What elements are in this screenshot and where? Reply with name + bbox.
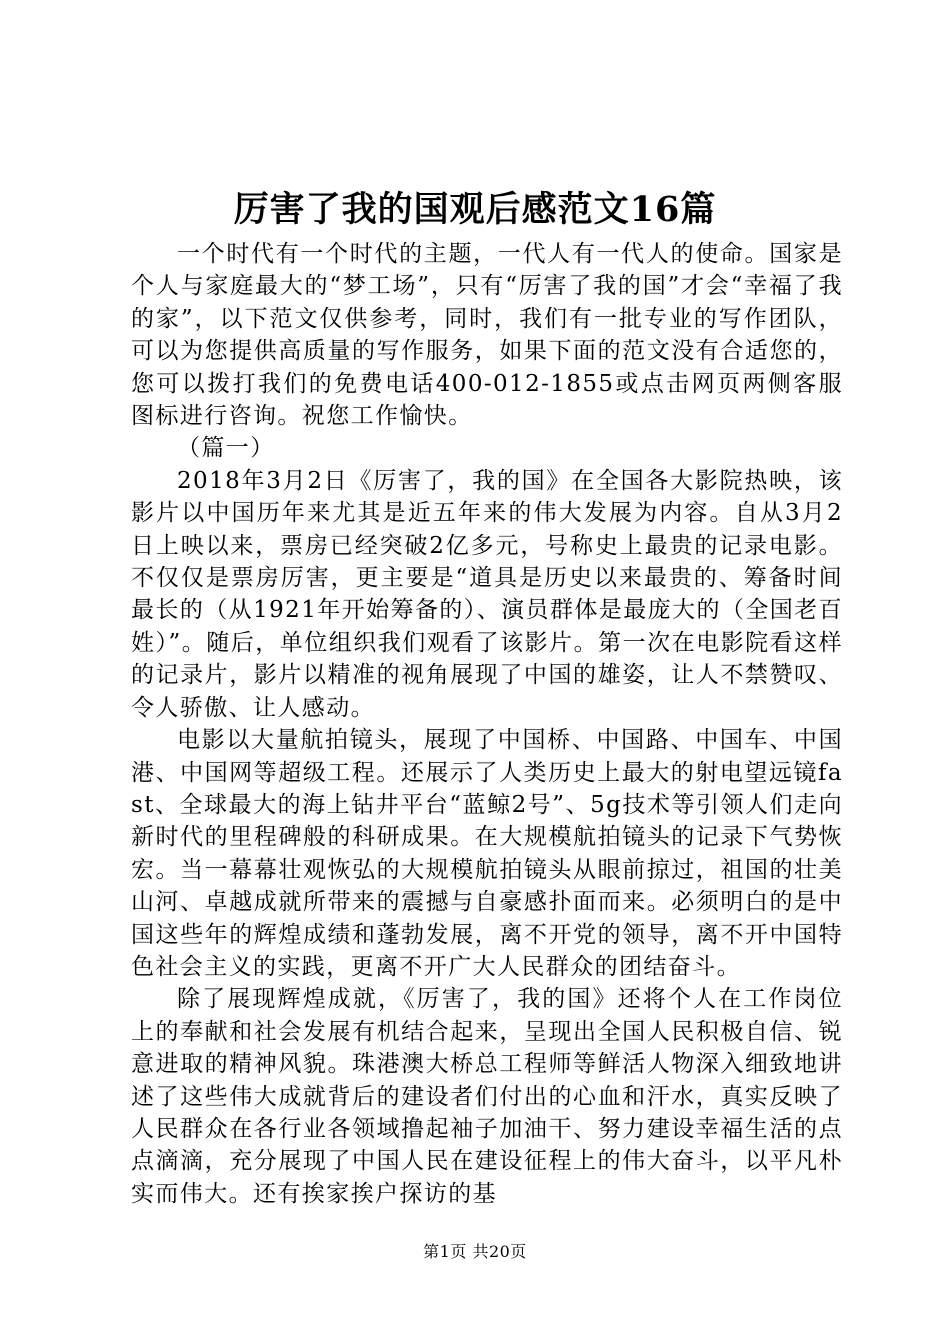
page-number-footer: 第1页 共20页 xyxy=(423,1242,527,1261)
intro-paragraph: 一个时代有一个时代的主题，一代人有一代人的使命。国家是个人与家庭最大的“梦工场”，只有“厉害了我的国”才会“幸福了我的家”，以下范文仅供参考，同时，我们有一批专业的写作团队，可以为您提供高质量的写作服务，如果下面的范文没有合适您的，您可以拨打我们的免费电话400-012-1855或点击网页两侧客服图标进行咨询。祝您工作愉快。 xyxy=(131,241,843,430)
body-paragraph-3: 除了展现辉煌成就，《厉害了，我的国》还将个人在工作岗位上的奉献和社会发展有机结合起来，呈现出全国人民积极自信、锐意进取的精神风貌。珠港澳大桥总工程师等鲜活人物深入细致地讲述了这些伟大成就背后的建设者们付出的心血和汗水，真实反映了人民群众在各行业各领域撸起袖子加油干、努力建设幸福生活的点点滴滴，充分展现了中国人民在建设征程上的伟大奋斗，以平凡朴实而伟大。还有挨家挨户探访的基 xyxy=(131,986,843,1207)
document-body xyxy=(131,238,843,1210)
body-paragraph-2: 电影以大量航拍镜头，展现了中国桥、中国路、中国车、中国港、中国网等超级工程。还展示了人类历史上最大的射电望远镜fast、全球最大的海上钻井平台“蓝鲸2号”、5g技术等引领人们走向新时代的里程碑般的科研成果。在大规模航拍镜头的记录下气势恢宏。当一幕幕壮观恢弘的大规模航拍镜头从眼前掠过，祖国的壮美山河、卓越成就所带来的震撼与自豪感扑面而来。必须明白的是中国这些年的辉煌成绩和蓬勃发展，离不开党的领导，离不开中国特色社会主义的实践，更离不开广大人民群众的团结奋斗。 xyxy=(131,727,843,980)
body-paragraph-1: 2018年3月2日《厉害了，我的国》在全国各大影院热映，该影片以中国历年来尤其是近五年来的伟大发展为内容。自从3月2日上映以来，票房已经突破2亿多元，号称史上最贵的记录电影。不仅仅是票房厉害，更主要是“道具是历史以来最贵的、筹备时间最长的（从1921年开始筹备的）、演员群体是最庞大的（全国老百姓）”。随后，单位组织我们观看了该影片。第一次在电影院看这样的记录片，影片以精准的视角展现了中国的雄姿，让人不禁赞叹、令人骄傲、让人感动。 xyxy=(131,467,843,721)
document-title: 厉害了我的国观后感范文16篇 xyxy=(233,189,717,230)
section-heading-part-one: （篇一） xyxy=(177,435,275,462)
